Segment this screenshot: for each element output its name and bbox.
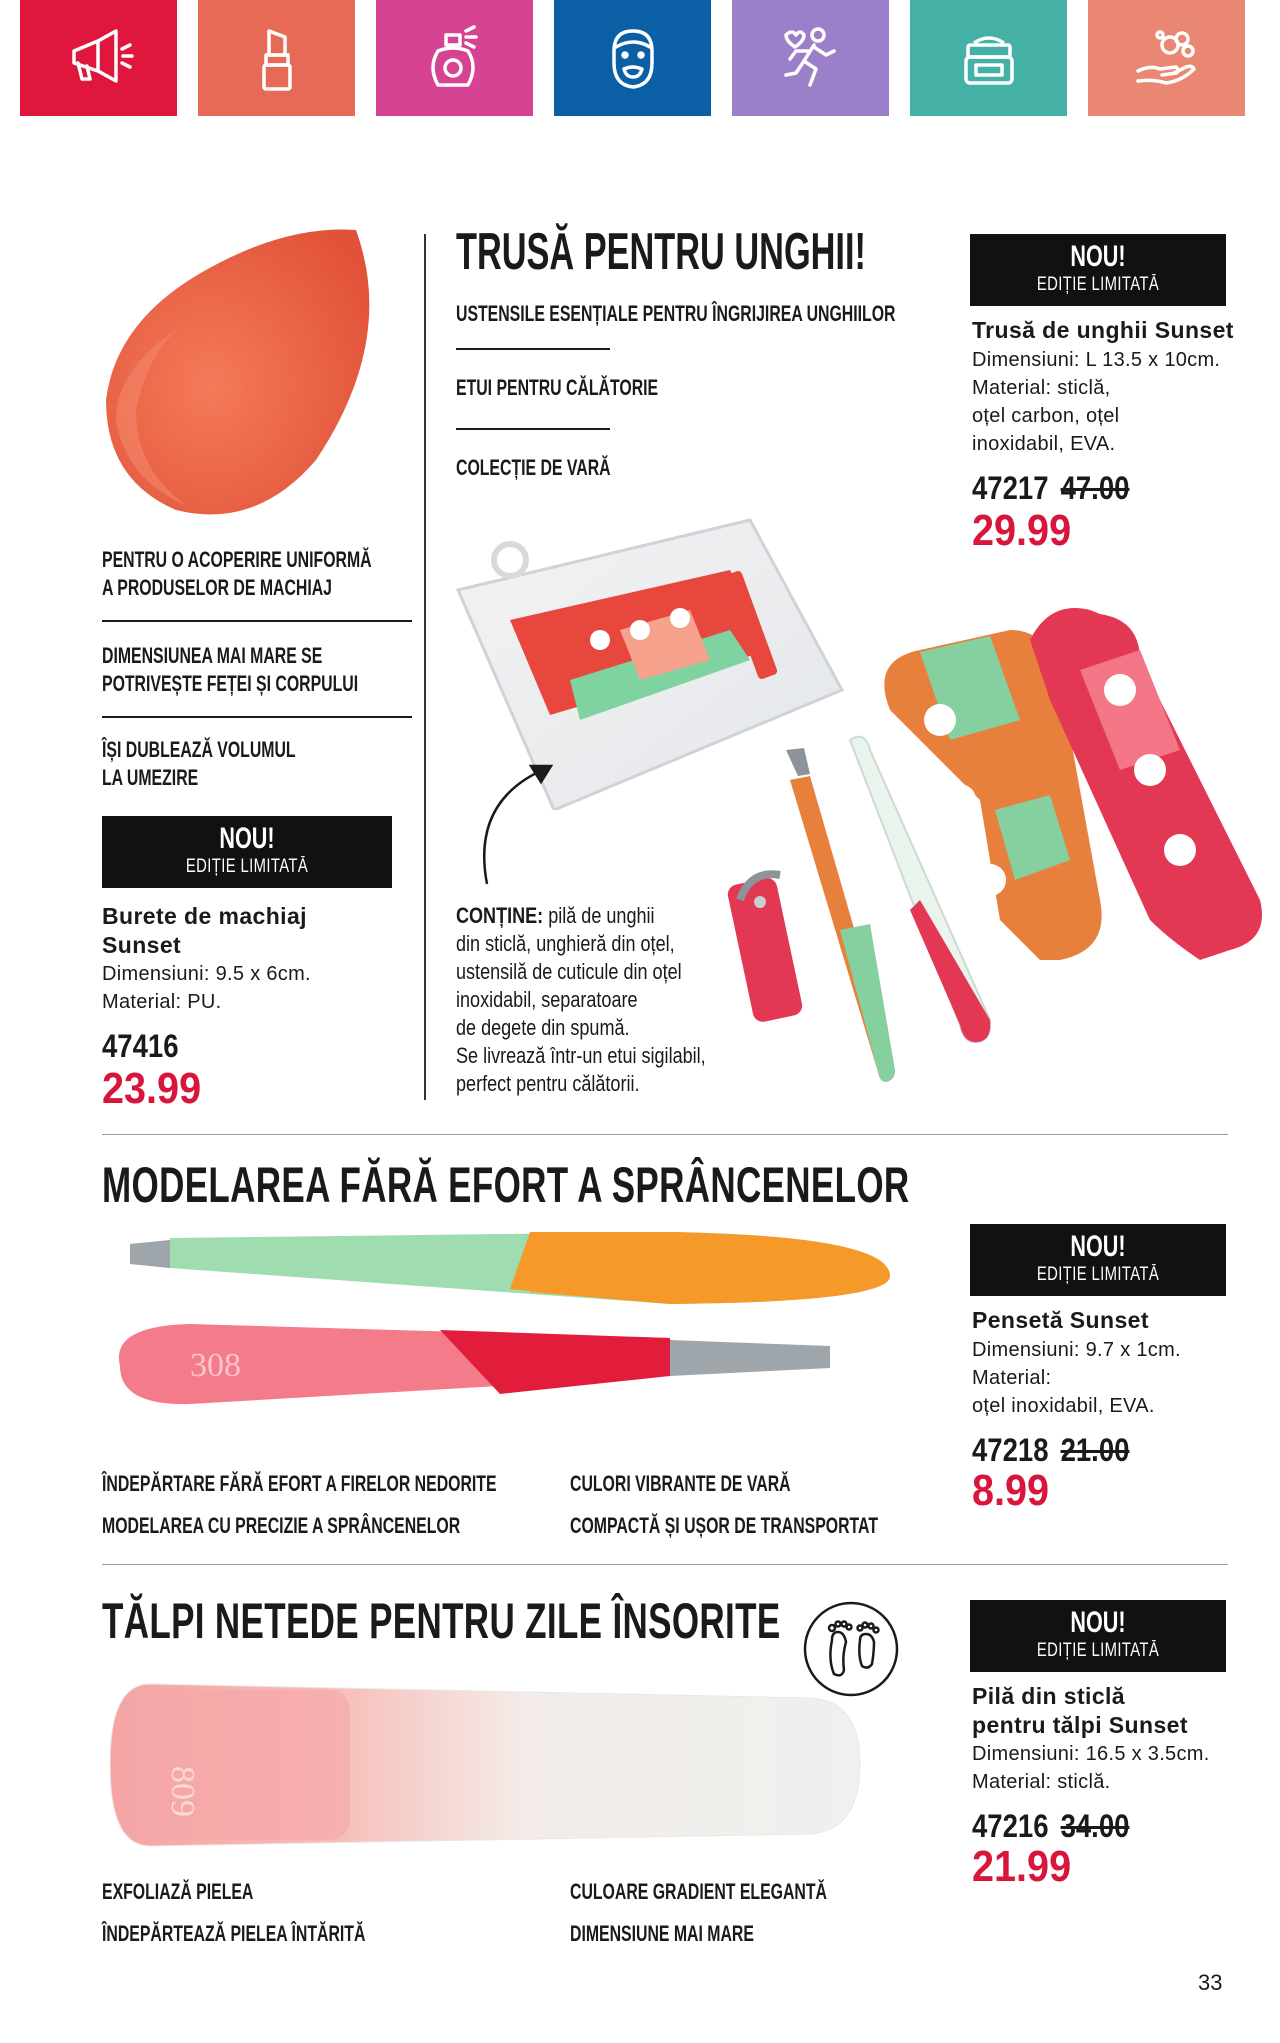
nail-kit-desc: [972, 346, 1220, 458]
divider: [102, 716, 412, 718]
badge-new: NOU!: [1070, 1606, 1126, 1639]
contents-line: ustensilă de cuticule din oțel: [456, 959, 682, 984]
tweezers-badge: [970, 1224, 1226, 1296]
contents-line: de degete din spumă.: [456, 1015, 630, 1040]
foot-file-features-left: [102, 1878, 468, 1948]
badge-new: NOU!: [219, 822, 275, 855]
category-tab-bar: [20, 0, 1260, 116]
desc-line: Material: PU.: [102, 991, 222, 1013]
divider: [102, 620, 412, 622]
tweezers-feature: MODELAREA CU PRECIZIE A SPRÂNCENELOR: [102, 1513, 461, 1538]
sponge-features: [102, 736, 371, 792]
badge-edition: EDIȚIE LIMITATĂ: [185, 856, 309, 877]
contents-label: CONȚINE:: [456, 903, 544, 928]
foot-file-feature: EXFOLIAZĂ PIELEA: [102, 1879, 254, 1904]
sponge-name: [102, 902, 307, 960]
divider: [456, 348, 610, 350]
nail-kit-code: [972, 470, 1129, 507]
sponge-price: 23.99: [102, 1064, 202, 1113]
desc-line: Dimensiuni: L 13.5 x 10cm.: [972, 349, 1221, 371]
megaphone-icon: [62, 21, 136, 95]
desc-line: Dimensiuni: 9.7 x 1cm.: [972, 1339, 1181, 1361]
contents-line: perfect pentru călătorii.: [456, 1071, 640, 1096]
lipstick-icon: [240, 21, 314, 95]
product-code: 47218: [972, 1432, 1049, 1468]
sponge-features: [102, 642, 458, 698]
desc-line: Material: sticlă,: [972, 377, 1111, 399]
foot-file-title: TĂLPI NETEDE PENTRU ZILE ÎNSORITE: [102, 1593, 781, 1649]
foot-file-feature: CULOARE GRADIENT ELEGANTĂ: [570, 1879, 827, 1904]
name-line: pentru tălpi Sunset: [972, 1712, 1188, 1738]
foot-file-feature: DIMENSIUNE MAI MARE: [570, 1921, 754, 1946]
tab-makeup[interactable]: [198, 0, 355, 116]
tab-men[interactable]: [554, 0, 711, 116]
tweezers-price: 8.99: [972, 1466, 1050, 1515]
name-line: Pilă din sticlă: [972, 1683, 1125, 1709]
badge-edition: EDIȚIE LIMITATĂ: [1036, 1640, 1160, 1661]
contents-line: inoxidabil, separatoare: [456, 987, 638, 1012]
bath-foam-icon: [1130, 21, 1204, 95]
nail-kit-name: Trusă de unghii Sunset: [972, 317, 1234, 343]
desc-line: Dimensiuni: 9.5 x 6cm.: [102, 963, 311, 985]
desc-line: Material:: [972, 1367, 1052, 1389]
name-line: Burete de machiaj: [102, 903, 307, 929]
section-divider: [102, 1564, 1228, 1565]
product-code: 47216: [972, 1808, 1049, 1844]
glass-foot-file-image: [110, 1680, 870, 1850]
name-line: Sunset: [102, 932, 182, 958]
foot-file-price: 21.99: [972, 1842, 1072, 1891]
sponge-features: [102, 546, 476, 602]
nail-tools-image: [720, 600, 1280, 1120]
tweezers-feature: ÎNDEPĂRTARE FĂRĂ EFORT A FIRELOR NEDORITE: [102, 1471, 497, 1496]
tweezers-features-right: [570, 1470, 998, 1540]
badge-edition: EDIȚIE LIMITATĂ: [1036, 274, 1160, 295]
nail-kit-feature-2: ETUI PENTRU CĂLĂTORIE: [456, 375, 659, 400]
sponge-feature-line: DIMENSIUNEA MAI MARE SE: [102, 643, 323, 668]
nail-kit-feature-3: COLECȚIE DE VARĂ: [456, 455, 611, 480]
sponge-feature-line: POTRIVEȘTE FEȚEI ȘI CORPULUI: [102, 671, 359, 696]
badge-new: NOU!: [1070, 1230, 1126, 1263]
contents-line: Se livrează într-un etui sigilabil,: [456, 1043, 706, 1068]
nail-kit-feature-1: USTENSILE ESENȚIALE PENTRU ÎNGRIJIREA UNGHIILOR: [456, 301, 896, 326]
nail-kit-price: 29.99: [972, 506, 1072, 555]
section-divider: [102, 1134, 1228, 1135]
tweezers-code: [972, 1432, 1129, 1469]
old-price: 47.00: [1060, 470, 1130, 506]
foot-file-code: [972, 1808, 1129, 1845]
tweezers-feature: CULORI VIBRANTE DE VARĂ: [570, 1471, 791, 1496]
badge-edition: EDIȚIE LIMITATĂ: [1036, 1264, 1160, 1285]
contents-line: din sticlă, unghieră din oțel,: [456, 931, 675, 956]
tweezers-feature: COMPACTĂ ȘI UȘOR DE TRANSPORTAT: [570, 1513, 879, 1538]
nail-kit-badge: [970, 234, 1226, 306]
desc-line: inoxidabil, EVA.: [972, 433, 1116, 455]
foot-file-feature: ÎNDEPĂRTEAZĂ PIELEA ÎNTĂRITĂ: [102, 1921, 366, 1946]
sponge-feature-line: LA UMEZIRE: [102, 765, 199, 790]
tab-skincare[interactable]: [910, 0, 1067, 116]
desc-line: oțel carbon, oțel: [972, 405, 1120, 427]
perfume-icon: [418, 21, 492, 95]
product-code: 47217: [972, 470, 1049, 506]
foot-file-name: [972, 1682, 1188, 1740]
old-price: 21.00: [1060, 1432, 1130, 1468]
foot-file-desc: [972, 1740, 1210, 1796]
man-face-icon: [596, 21, 670, 95]
cream-jar-icon: [952, 21, 1026, 95]
tab-wellness[interactable]: [732, 0, 889, 116]
sponge-code: [102, 1028, 179, 1065]
sponge-desc: [102, 960, 311, 1016]
nail-kit-title: TRUSĂ PENTRU UNGHII!: [456, 223, 866, 281]
tweezers-title: MODELAREA FĂRĂ EFORT A SPRÂNCENELOR: [102, 1157, 910, 1213]
badge-new: NOU!: [1070, 240, 1126, 273]
product-code: 47416: [102, 1028, 179, 1064]
page-number: 33: [1198, 1970, 1223, 1995]
svg-text:308: 308: [190, 1347, 241, 1384]
desc-line: Material: sticlă.: [972, 1771, 1111, 1793]
sponge-badge: [102, 816, 392, 888]
desc-line: Dimensiuni: 16.5 x 3.5cm.: [972, 1743, 1210, 1765]
tweezers-desc: [972, 1336, 1181, 1420]
contents-line: pilă de unghii: [548, 903, 655, 928]
foot-file-features-right: [570, 1878, 927, 1948]
old-price: 34.00: [1060, 1808, 1130, 1844]
svg-text:809: 809: [164, 1766, 201, 1817]
makeup-sponge-image: [96, 220, 396, 530]
tab-announcements[interactable]: [20, 0, 177, 116]
sponge-feature-line: PENTRU O ACOPERIRE UNIFORMĂ: [102, 547, 372, 572]
tab-fragrance[interactable]: [376, 0, 533, 116]
tweezers-image: [110, 1226, 900, 1416]
foot-file-badge: [970, 1600, 1226, 1672]
tweezers-name: Pensetă Sunset: [972, 1307, 1149, 1333]
wellness-icon: [774, 21, 848, 95]
sponge-feature-line: ÎȘI DUBLEAZĂ VOLUMUL: [102, 737, 296, 762]
tweezers-features-left: [102, 1470, 650, 1540]
desc-line: oțel inoxidabil, EVA.: [972, 1395, 1155, 1417]
nail-kit-contents: [456, 902, 706, 1098]
divider: [456, 428, 610, 430]
arrow-icon: [475, 760, 565, 890]
tab-bath-body[interactable]: [1088, 0, 1245, 116]
sponge-feature-line: A PRODUSELOR DE MACHIAJ: [102, 575, 332, 600]
